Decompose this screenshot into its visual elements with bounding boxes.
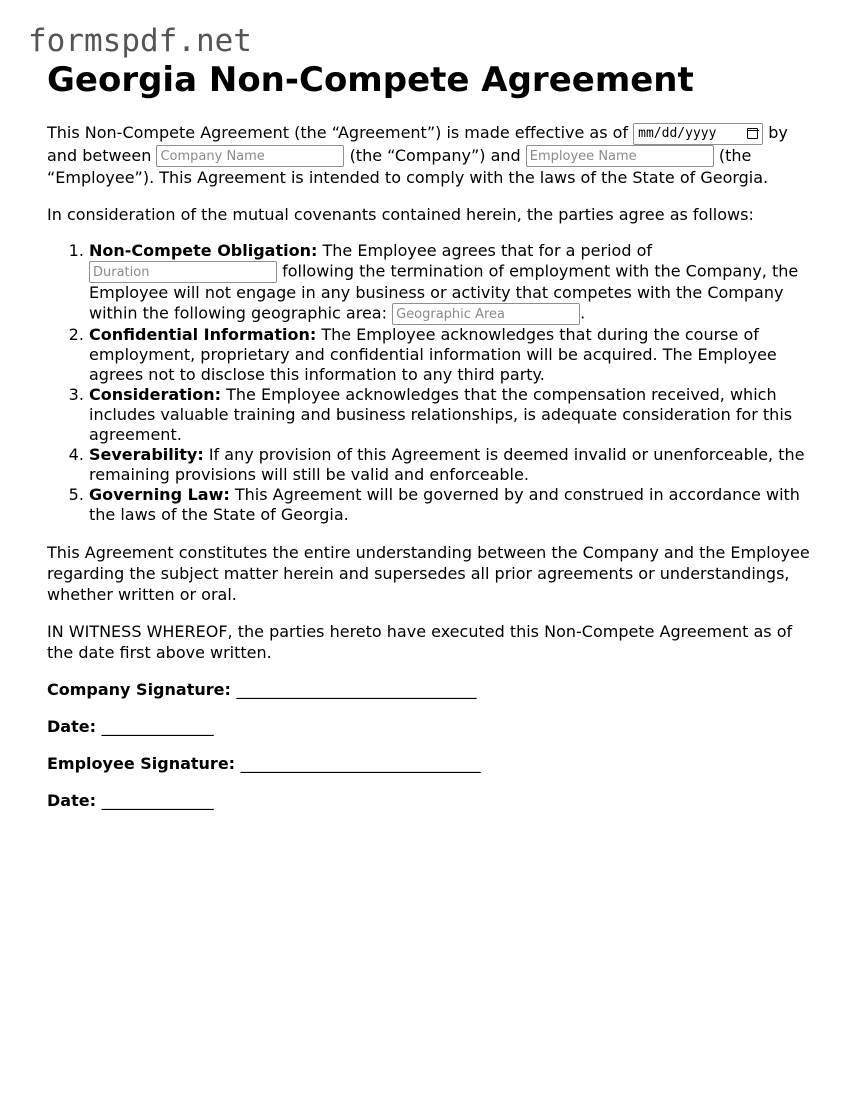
page-title: Georgia Non-Compete Agreement xyxy=(47,60,694,100)
clause-text: The Employee acknowledges that during the course of employment, proprietary and confidential information will be acquired. The Employee agrees not to disclose this information to any third party. xyxy=(89,325,777,384)
intro-text-1: This Non-Compete Agreement (the “Agreement”) is made effective as of xyxy=(47,123,629,142)
document xyxy=(47,60,815,811)
clause-confidential-information xyxy=(89,325,815,385)
consideration-intro: In consideration of the mutual covenants contained herein, the parties agree as follows: xyxy=(47,205,754,224)
company-date-row xyxy=(47,716,815,737)
clause-list xyxy=(47,241,815,525)
company-signature-label: Company Signature: xyxy=(47,680,231,699)
intro-text-3: (the “Company”) and xyxy=(349,145,521,165)
employee-name-input[interactable] xyxy=(526,145,714,167)
company-signature-line: ______________________________ xyxy=(236,680,477,699)
witness-paragraph: IN WITNESS WHEREOF, the parties hereto have executed this Non-Compete Agreement as of the date first above written. xyxy=(47,622,793,662)
intro-text-4: (the “Employee”). This Agreement is intended to comply with the laws of the State of Georgia. xyxy=(47,145,769,187)
company-date-line: ______________ xyxy=(101,717,214,736)
duration-input[interactable] xyxy=(89,261,277,283)
company-signature-row xyxy=(47,679,815,700)
clause-text: If any provision of this Agreement is deemed invalid or unenforceable, the remaining provisions will still be valid and enforceable. xyxy=(89,445,805,484)
employee-date-line: ______________ xyxy=(101,791,214,810)
employee-signature-line: ______________________________ xyxy=(240,754,481,773)
clause-heading: Governing Law: xyxy=(89,485,230,504)
company-name-input[interactable] xyxy=(156,145,344,167)
date-placeholder: mm/dd/yyyy xyxy=(638,125,717,141)
employee-signature-label: Employee Signature: xyxy=(47,754,236,773)
site-watermark: formspdf.net xyxy=(28,23,252,59)
clause-text: The Employee agrees that for a period of xyxy=(322,241,652,260)
clause-severability xyxy=(89,445,815,485)
entire-agreement-paragraph: This Agreement constitutes the entire understanding between the Company and the Employee regarding the subject matter herein and supersedes all prior agreements or understandings, whether written or oral. xyxy=(47,543,810,604)
clause-heading: Confidential Information: xyxy=(89,325,317,344)
employee-date-row xyxy=(47,790,815,811)
clause-governing-law xyxy=(89,485,815,525)
company-date-label: Date: xyxy=(47,717,96,736)
clause-text: following the termination of employment with the Company, the Employee will not engage in any business or activity that competes with the Company within the following geographic area: xyxy=(89,261,799,323)
clause-consideration xyxy=(89,385,815,445)
clause-text: The Employee acknowledges that the compensation received, which includes valuable training and business relationships, is adequate consideration for this agreement. xyxy=(89,385,793,444)
clause-non-compete xyxy=(89,241,815,325)
effective-date-input[interactable] xyxy=(633,123,763,145)
geographic-area-input[interactable] xyxy=(392,303,580,325)
employee-date-label: Date: xyxy=(47,791,96,810)
employee-signature-row xyxy=(47,753,815,774)
clause-text: . xyxy=(580,303,586,323)
clause-heading: Non-Compete Obligation: xyxy=(89,241,318,260)
intro-paragraph xyxy=(47,122,815,188)
calendar-icon[interactable] xyxy=(747,128,758,139)
intro-text-2: by and between xyxy=(47,123,788,165)
clause-heading: Severability: xyxy=(89,445,204,464)
clause-text: This Agreement will be governed by and construed in accordance with the laws of the State of Georgia. xyxy=(89,485,800,524)
clause-heading: Consideration: xyxy=(89,385,222,404)
